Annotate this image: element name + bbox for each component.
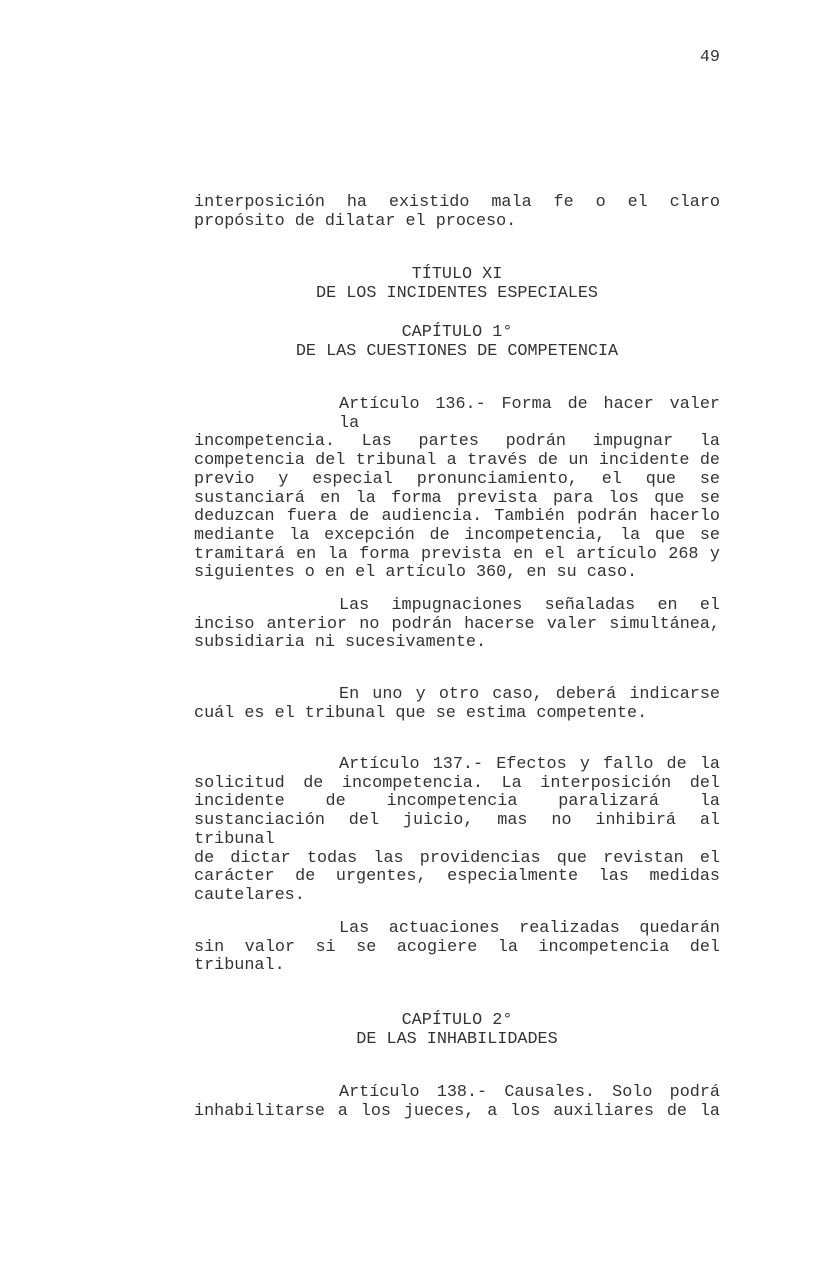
- article-137-paragraph-2: [194, 920, 720, 976]
- text-line: tramitará en la forma prevista en el artículo 268 y: [194, 544, 720, 564]
- text-line: solicitud de incompetencia. La interposición del: [194, 773, 720, 793]
- article-heading-line: Artículo 136.- Forma de hacer valer la: [339, 395, 720, 433]
- text-line: Las impugnaciones señaladas en el: [339, 596, 720, 615]
- title-heading: [194, 265, 720, 303]
- text-line: sustanciará en la forma prevista para los que se: [194, 488, 720, 508]
- text-line: propósito de dilatar el proceso.: [194, 211, 517, 231]
- text-line: Las actuaciones realizadas quedarán: [339, 919, 720, 938]
- article-136-paragraph-2: [194, 597, 720, 653]
- text-line: interposición ha existido mala fe o el claro: [194, 193, 720, 212]
- title-label: TÍTULO XI: [411, 265, 503, 284]
- text-line: carácter de urgentes, especialmente las medidas: [194, 867, 720, 887]
- article-heading-line: Artículo 137.- Efectos y fallo de la: [339, 755, 720, 774]
- article-heading-line: Artículo 138.- Causales. Solo podrá: [339, 1083, 720, 1102]
- text-line: En uno y otro caso, deberá indicarse: [339, 685, 720, 704]
- text-line: cuál es el tribunal que se estima competente.: [194, 703, 648, 723]
- chapter-label: CAPÍTULO 1°: [401, 323, 513, 342]
- chapter-subtitle: DE LAS CUESTIONES DE COMPETENCIA: [295, 342, 619, 361]
- text-line: inhabilitarse a los jueces, a los auxiliares de la: [194, 1101, 720, 1121]
- chapter-1-heading: [194, 323, 720, 361]
- text-line: previo y especial pronunciamiento, el que se: [194, 469, 720, 489]
- text-line: siguientes o en el artículo 360, en su caso.: [194, 563, 638, 583]
- text-line: sin valor si se acogiere la incompetencia del: [194, 937, 720, 957]
- text-line: incidente de incompetencia paralizará la: [194, 792, 720, 812]
- text-line: de dictar todas las providencias que revistan el: [194, 848, 720, 868]
- page-number: 49: [699, 48, 720, 67]
- text-line: cautelares.: [194, 885, 305, 905]
- title-subtitle: DE LOS INCIDENTES ESPECIALES: [316, 284, 598, 303]
- article-137: [194, 756, 720, 906]
- article-138: [194, 1084, 720, 1121]
- text-line: sustanciación del juicio, mas no inhibirá al tribunal: [194, 811, 720, 849]
- continuation-paragraph: [194, 194, 720, 231]
- text-line: tribunal.: [194, 956, 285, 976]
- text-line: deduzcan fuera de audiencia. También podrán hacerlo: [194, 507, 720, 527]
- text-line: incompetencia. Las partes podrán impugnar la: [194, 432, 720, 452]
- text-line: subsidiaria ni sucesivamente.: [194, 633, 487, 653]
- chapter-2-heading: [194, 1011, 720, 1049]
- article-136-paragraph-3: [194, 686, 720, 723]
- chapter-subtitle: DE LAS INHABILIDADES: [356, 1030, 558, 1049]
- chapter-label: CAPÍTULO 2°: [401, 1011, 513, 1030]
- text-line: competencia del tribunal a través de un incidente de: [194, 451, 720, 471]
- text-line: mediante la excepción de incompetencia, la que se: [194, 525, 720, 545]
- article-136: [194, 396, 720, 583]
- text-line: inciso anterior no podrán hacerse valer simultánea,: [194, 614, 720, 634]
